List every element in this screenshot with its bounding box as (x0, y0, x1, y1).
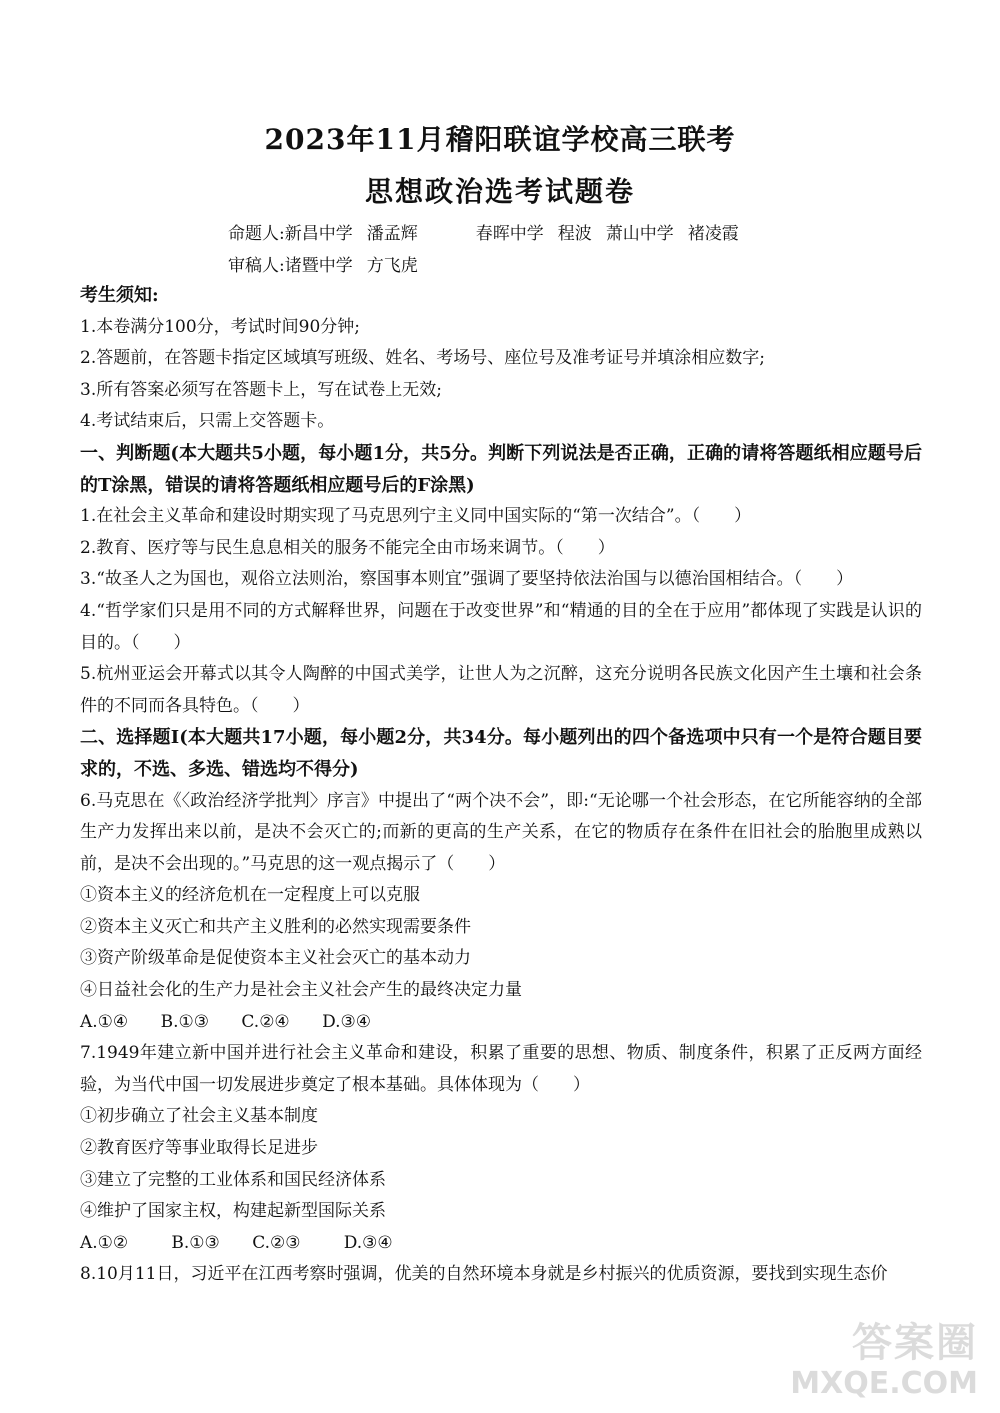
author-name: 程波 (557, 224, 592, 244)
author-school: 萧山中学 (605, 224, 674, 244)
authors-line-1 (228, 219, 739, 244)
notice-item: 3.所有答案必须写在答题卡上，写在试卷上无效; (80, 379, 442, 400)
watermark-text: 答案圈 (852, 1319, 978, 1366)
question-6-option: ④日益社会化的生产力是社会主义社会产生的最终决定力量 (80, 980, 522, 1001)
notice-heading: 考生须知: (80, 285, 159, 306)
exam-title: 2023年11月稽阳联谊学校高三联考 (264, 123, 736, 156)
question-4: 4.“哲学家们只是用不同的方式解释世界，问题在于改变世界”和“精通的目的全在于应用”都体现了实践是认识的目的。（ ） (80, 600, 922, 653)
question-1: 1.在社会主义革命和建设时期实现了马克思列宁主义同中国实际的“第一次结合”。（ ） (80, 506, 752, 527)
author-school: 春晖中学 (475, 224, 544, 244)
question-5: 5.杭州亚运会开幕式以其令人陶醉的中国式美学，让世人为之沉醉，这充分说明各民族文化因产生土壤和社会条件的不同而各具特色。（ ） (80, 664, 922, 716)
question-6-option: ①资本主义的经济危机在一定程度上可以克服 (80, 885, 420, 906)
watermark-url: MXQE.COM (790, 1366, 978, 1401)
authors-line-2 (228, 251, 418, 276)
question-6-choices: A.①④ B.①③ C.②④ D.③④ (80, 1011, 372, 1032)
exam-subtitle: 思想政治选考试题卷 (364, 175, 635, 208)
question-6-stem: 6.马克思在《〈政治经济学批判〉序言》中提出了“两个决不会”，即:“无论哪一个社会形态，在它所能容纳的全部生产力发挥出来以前，是决不会灭亡的;而新的更高的生产关系，在它的物质存在条件在旧社会的胎胞里成熟以前，是决不会出现的。”马克思的这一观点揭示了（ ） (80, 790, 922, 874)
author-school: 命题人:新昌中学 (228, 224, 353, 244)
question-7-option: ③建立了完整的工业体系和国民经济体系 (80, 1169, 386, 1190)
question-7-option: ①初步确立了社会主义基本制度 (80, 1106, 318, 1127)
watermark-logo (790, 1311, 984, 1407)
notice-item: 4.考试结束后，只需上交答题卡。 (80, 411, 335, 432)
exam-body (80, 280, 922, 1291)
notice-item: 2.答题前，在答题卡指定区域填写班级、姓名、考场号、座位号及准考证号并填涂相应数字; (80, 348, 765, 369)
question-7-stem: 7.1949年建立新中国并进行社会主义革命和建设，积累了重要的思想、物质、制度条件，积累了正反两方面经验，为当代中国一切发展进步奠定了根本基础。具体体现为（ ） (80, 1043, 922, 1095)
question-7-choices: A.①② B.①③ C.②③ D.③④ (80, 1232, 393, 1253)
question-8-stem: 8.10月11日，习近平在江西考察时强调，优美的自然环境本身就是乡村振兴的优质资源，要找到实现生态价 (80, 1264, 888, 1285)
notice-item: 1.本卷满分100分，考试时间90分钟; (80, 316, 361, 337)
reviewer-school: 审稿人:诸暨中学 (228, 256, 353, 276)
question-2: 2.教育、医疗等与民生息息相关的服务不能完全由市场来调节。（ ） (80, 537, 615, 558)
author-name: 潘孟辉 (366, 224, 418, 244)
reviewer-name: 方飞虎 (366, 256, 418, 276)
question-7-option: ④维护了国家主权，构建起新型国际关系 (80, 1201, 386, 1222)
author-name: 褚凌霞 (687, 224, 739, 244)
question-6-option: ③资产阶级革命是促使资本主义社会灭亡的基本动力 (80, 948, 471, 969)
question-6-option: ②资本主义灭亡和共产主义胜利的必然实现需要条件 (80, 916, 471, 937)
part1-heading: 一、判断题(本大题共5小题，每小题1分，共5分。判断下列说法是否正确，正确的请将答题纸相应题号后的T涂黑，错误的请将答题纸相应题号后的F涂黑) (80, 442, 922, 496)
question-7-option: ②教育医疗等事业取得长足进步 (80, 1138, 318, 1159)
part2-heading: 二、选择题Ⅰ(本大题共17小题，每小题2分，共34分。每小题列出的四个备选项中只有一个是符合题目要求的，不选、多选、错选均不得分) (80, 727, 922, 780)
question-3: 3.“故圣人之为国也，观俗立法则治，察国事本则宜”强调了要坚持依法治国与以德治国相结合。（ ） (80, 569, 854, 590)
